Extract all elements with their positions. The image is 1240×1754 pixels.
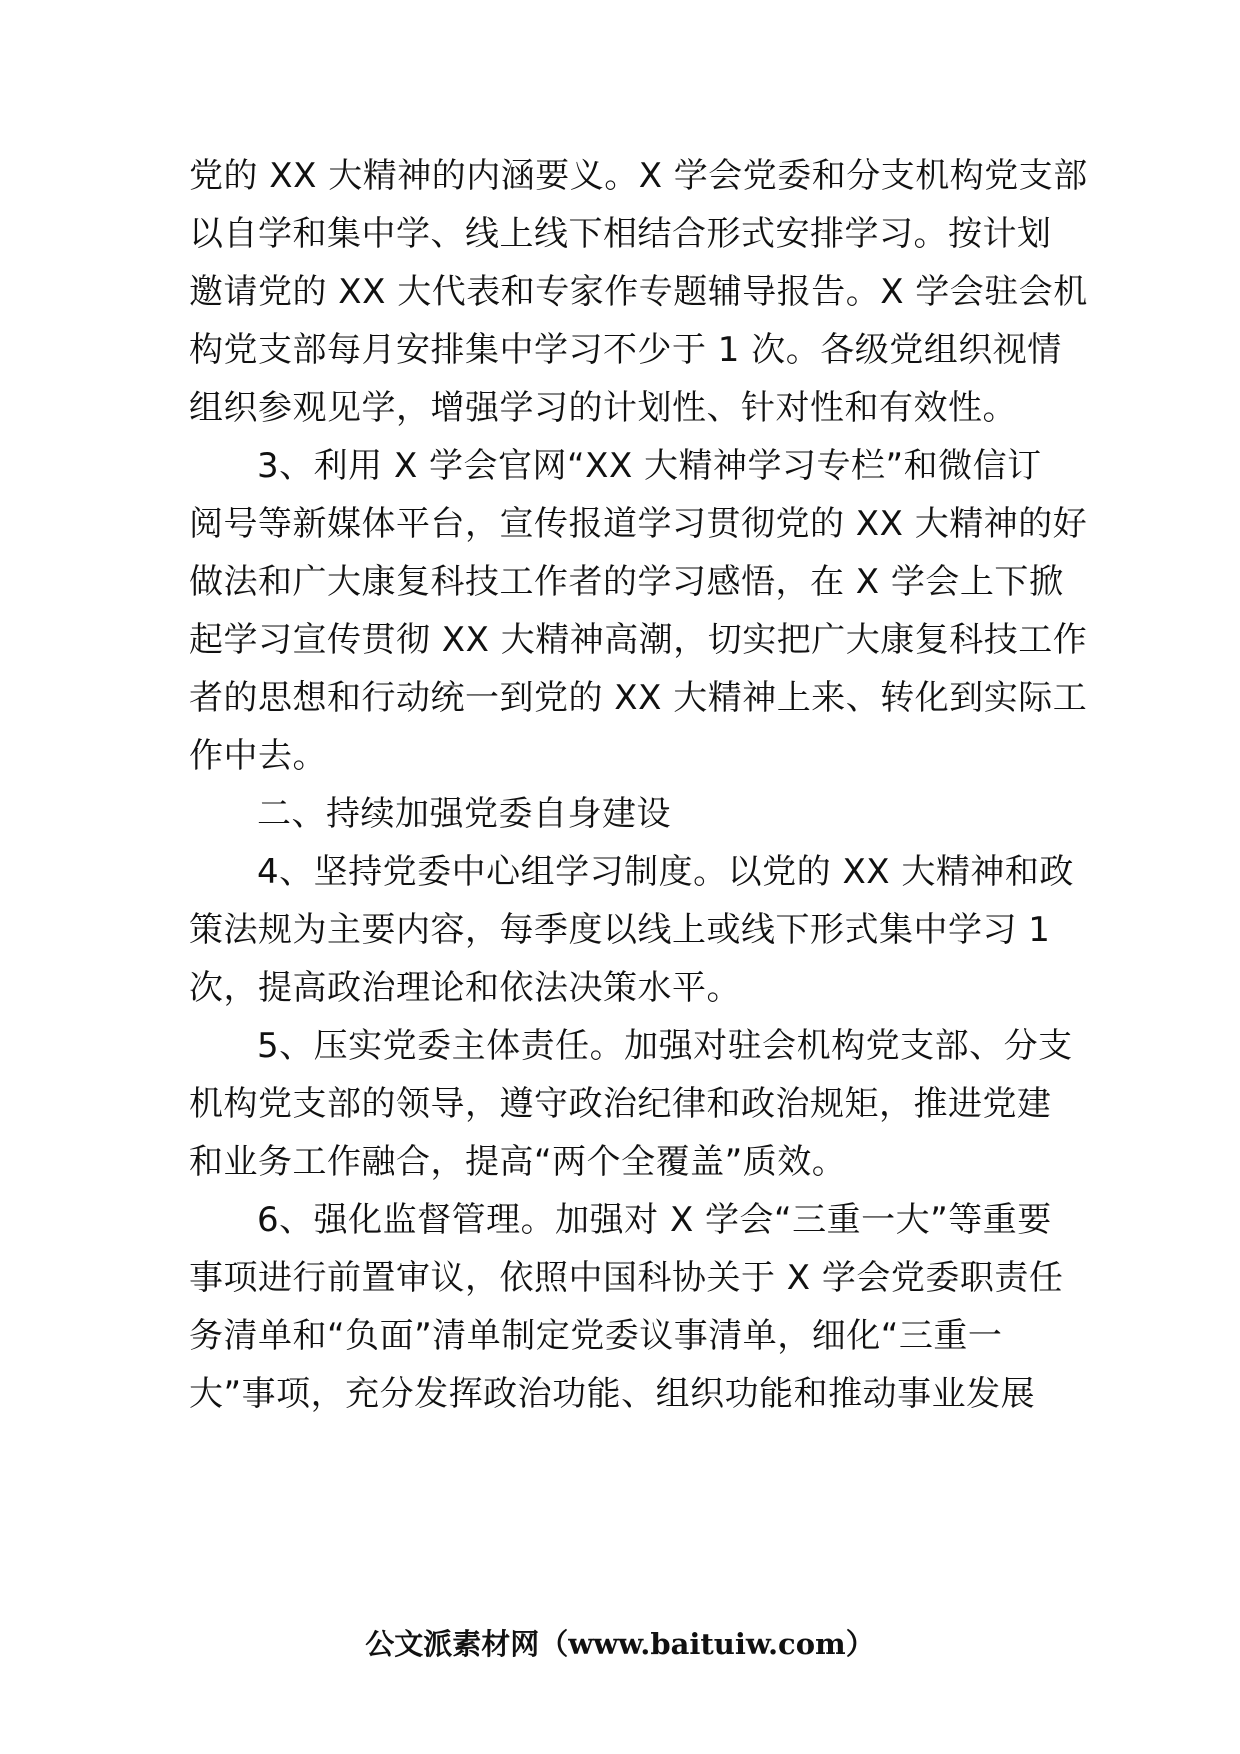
paragraph-line: 者的思想和行动统一到党的 XX 大精神上来、转化到实际工 <box>189 678 1088 718</box>
paragraph-line: 构党支部每月安排集中学习不少于 1 次。各级党组织视情 <box>189 330 1062 370</box>
paragraph-line: 邀请党的 XX 大代表和专家作专题辅导报告。X 学会驻会机 <box>189 272 1088 312</box>
paragraph-line: 3、利用 X 学会官网“XX 大精神学习专栏”和微信订 <box>257 446 1042 486</box>
paragraph-line: 做法和广大康复科技工作者的学习感悟，在 X 学会上下掀 <box>189 562 1064 602</box>
paragraph-line: 组织参观见学，增强学习的计划性、针对性和有效性。 <box>189 388 1017 428</box>
paragraph-line: 起学习宣传贯彻 XX 大精神高潮，切实把广大康复科技工作 <box>189 620 1088 660</box>
paragraph-line: 机构党支部的领导，遵守政治纪律和政治规矩，推进党建 <box>189 1084 1052 1124</box>
paragraph-line: 和业务工作融合，提高“两个全覆盖”质效。 <box>189 1142 847 1182</box>
paragraph-line: 4、坚持党委中心组学习制度。以党的 XX 大精神和政 <box>257 852 1074 892</box>
paragraph-line: 事项进行前置审议，依照中国科协关于 X 学会党委职责任 <box>189 1258 1064 1298</box>
paragraph-line: 阅号等新媒体平台，宣传报道学习贯彻党的 XX 大精神的好 <box>189 504 1088 544</box>
paragraph-line: 大”事项，充分发挥政治功能、组织功能和推动事业发展 <box>189 1374 1036 1414</box>
paragraph-line: 策法规为主要内容，每季度以线上或线下形式集中学习 1 <box>189 910 1051 950</box>
paragraph-line: 作中去。 <box>189 736 327 776</box>
paragraph-line: 次，提高政治理论和依法决策水平。 <box>189 968 741 1008</box>
paragraph-line: 以自学和集中学、线上线下相结合形式安排学习。按计划 <box>189 214 1052 254</box>
section-heading: 二、持续加强党委自身建设 <box>257 794 671 834</box>
paragraph-line: 党的 XX 大精神的内涵要义。X 学会党委和分支机构党支部 <box>189 156 1088 196</box>
footer-watermark: 公文派素材网（www.baituiw.com） <box>365 1627 875 1661</box>
paragraph-line: 5、压实党委主体责任。加强对驻会机构党支部、分支 <box>257 1026 1073 1066</box>
paragraph-line: 6、强化监督管理。加强对 X 学会“三重一大”等重要 <box>257 1200 1052 1240</box>
paragraph-line: 务清单和“负面”清单制定党委议事清单，细化“三重一 <box>189 1316 1003 1356</box>
